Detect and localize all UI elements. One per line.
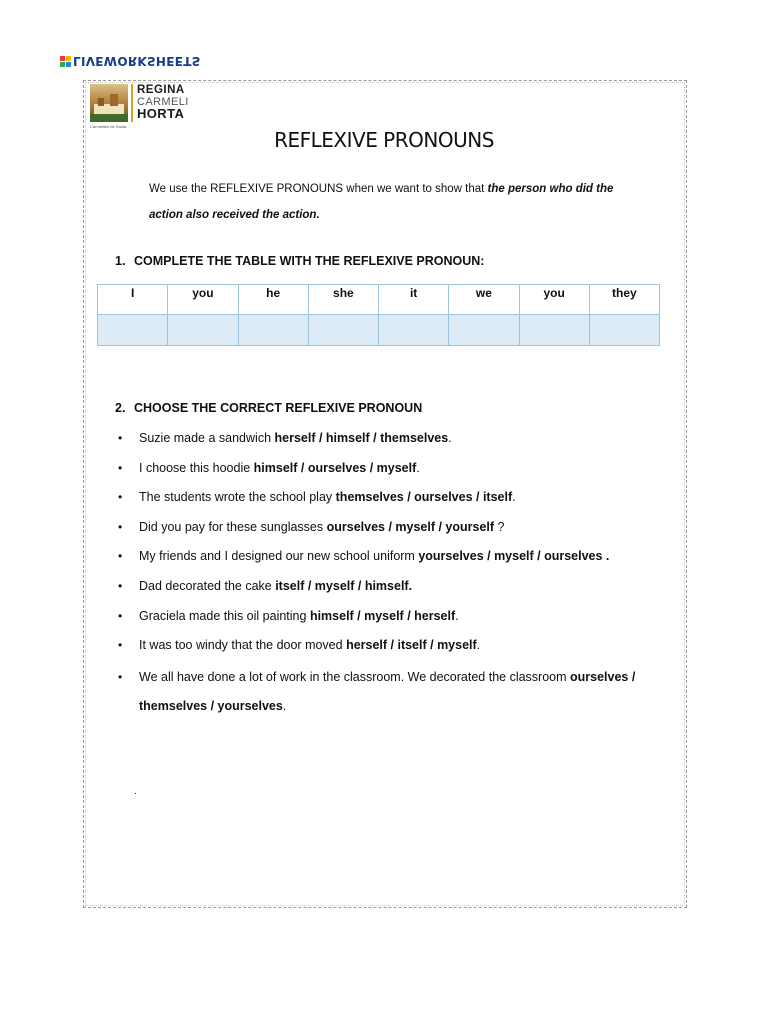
pronoun-options[interactable]: themselves / ourselves / itself [335, 490, 513, 505]
section2-heading [115, 401, 422, 415]
brand-name: LIVEWORKSHEETS [73, 54, 201, 68]
pronoun-options[interactable]: herself / itself / myself [346, 638, 477, 653]
sentence-end: . [416, 460, 420, 475]
list-item [118, 604, 658, 634]
pronoun-cell: we [449, 285, 519, 315]
pronoun-cell: they [589, 285, 659, 315]
answer-input-cell[interactable] [589, 315, 659, 346]
school-name-line1: REGINA [137, 84, 185, 96]
answer-input-cell[interactable] [449, 315, 519, 346]
list-item [118, 456, 658, 486]
sentence-text: The students wrote the school play [139, 490, 336, 505]
sentence-text: I choose this hoodie [139, 460, 254, 475]
footer-mark: . [134, 786, 137, 797]
sentence-text: It was too windy that the door moved [139, 638, 347, 653]
logo-divider [131, 84, 133, 122]
answer-input-cell[interactable] [308, 315, 378, 346]
sentence-end: . [455, 608, 459, 623]
sentence-end: . [512, 490, 516, 505]
answer-input-cell[interactable] [379, 315, 449, 346]
list-item [118, 663, 658, 723]
school-name [137, 84, 189, 120]
list-item [118, 515, 658, 545]
answer-input-cell[interactable] [168, 315, 238, 346]
answer-row [98, 315, 660, 346]
pronoun-options[interactable]: herself / himself / themselves [274, 431, 449, 445]
logo-square [60, 56, 65, 61]
sentence-text: We all have done a lot of work in the classroom. We decorated the classroom [139, 669, 570, 684]
section1-number: 1. [115, 254, 126, 268]
sentence-end: . [476, 638, 481, 653]
pronoun-cell: I [98, 285, 168, 315]
school-name-line2: CARMELI [137, 96, 189, 108]
sentence-text: Dad decorated the cake [139, 578, 276, 593]
section1-heading [115, 254, 484, 268]
pronoun-cell: he [238, 285, 308, 315]
answer-input-cell[interactable] [98, 315, 168, 346]
list-item [118, 574, 658, 604]
logo-square [66, 56, 71, 61]
pronoun-header-row [98, 285, 660, 315]
intro-bold-2: action also received the action. [149, 209, 320, 221]
list-item [118, 485, 658, 515]
section1-heading-text: COMPLETE THE TABLE WITH THE REFLEXIVE PRONOUN: [134, 254, 485, 268]
logo-square [60, 62, 65, 67]
sentence-text: Did you pay for these sunglasses [139, 519, 327, 534]
pronoun-cell: you [519, 285, 589, 315]
sentence-end: ? [494, 519, 505, 534]
sentence-end: . [282, 698, 287, 713]
pronoun-options[interactable]: yourselves / myself / ourselves . [418, 549, 610, 564]
pronoun-table [97, 284, 660, 346]
sentence-text: Suzie made a sandwich [139, 431, 275, 445]
sentence-text: My friends and I designed our new school uniform [139, 549, 419, 564]
liveworksheets-logo [60, 54, 201, 68]
pronoun-options[interactable]: himself / myself / herself [309, 608, 456, 623]
intro-plain: We use the REFLEXIVE PRONOUNS when we want to show that [149, 183, 488, 195]
pronoun-cell: she [308, 285, 378, 315]
school-logo [90, 84, 189, 122]
logo-square [66, 62, 71, 67]
answer-input-cell[interactable] [519, 315, 589, 346]
school-building-icon [90, 84, 128, 122]
pronoun-options[interactable]: ourselves / themselves / yourselves [139, 669, 636, 713]
section2-number: 2. [115, 401, 126, 415]
pronoun-cell: you [168, 285, 238, 315]
sentence-end: . [448, 431, 452, 445]
school-name-line3: HORTA [137, 106, 185, 121]
school-caption: Carmelites de Santa [90, 124, 127, 129]
list-item [118, 426, 658, 456]
section2-heading-text: CHOOSE THE CORRECT REFLEXIVE PRONOUN [134, 401, 423, 415]
logo-squares-icon [60, 56, 71, 67]
pronoun-cell: it [379, 285, 449, 315]
intro-bold-1: the person who did the [487, 183, 614, 195]
pronoun-options[interactable]: ourselves / myself / yourself [326, 519, 495, 534]
answer-input-cell[interactable] [238, 315, 308, 346]
sentence-text: Graciela made this oil painting [139, 608, 310, 623]
list-item [118, 544, 658, 574]
list-item [118, 633, 658, 663]
pronoun-options[interactable]: itself / myself / himself. [275, 578, 413, 593]
page-title: REFLEXIVE PRONOUNS [274, 128, 494, 152]
exercise-list [118, 426, 658, 723]
pronoun-options[interactable]: himself / ourselves / myself [253, 460, 417, 475]
intro-paragraph [149, 176, 649, 228]
